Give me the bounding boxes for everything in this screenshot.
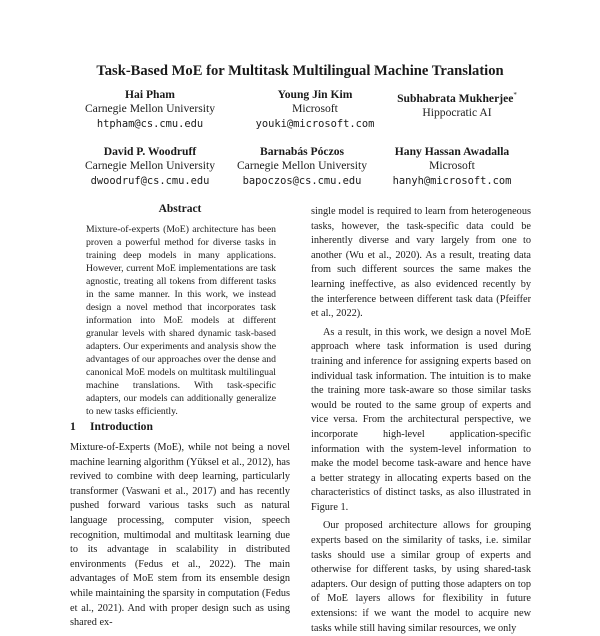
author-name: Subhabrata Mukherjee* [397,91,517,105]
author-affiliation: Carnegie Mellon University [236,159,368,173]
author-block [75,88,225,131]
author-affiliation: Carnegie Mellon University [84,159,216,173]
left-column-text [70,441,290,631]
paragraph: Our proposed architecture allows for grouping experts based on the similarity of tasks, i.e. similar tasks should use a similar group of experts and otherwise for different tasks, by using shared-task adapters. Our design of putting those adapters on top of MoE layers allows for flexibility in future extensions: if we want the model to acquire new tasks while still having similar resources, we only [311,520,531,634]
author-block [382,88,532,121]
author-name: Barnabás Póczos [259,145,345,158]
paragraph: As a result, in this work, we design a novel MoE approach where task information is used during training and inference for assigning experts based on individual task information. The intuition is to make the training more task-aware so those similar tasks would be routed to the same group of experts and vice versa. From the architectural perspective, we incorporate high-level application-specific information with the system-level information to make the model become task-aware and hence have a better strategy in allocating experts based on the characteristics of distinct tasks, as also illustrated in Figure 1. [311,326,531,513]
author-email: youki@microsoft.com [255,117,375,130]
author-name: Hany Hassan Awadalla [394,145,510,158]
section-title: Introduction [90,420,153,433]
author-block [227,145,377,188]
author-affiliation: Carnegie Mellon University [84,102,216,116]
author-footnote-mark: * [513,91,517,99]
author-email: hanyh@microsoft.com [392,174,512,187]
right-column-text [311,205,531,636]
author-block [75,145,225,188]
author-affiliation: Microsoft [292,102,338,116]
section-heading [70,420,153,433]
paragraph: Mixture-of-Experts (MoE), while not being a novel machine learning algorithm (Yüksel et al., 2012), has revived to combine with deep learning, particularly transformer (Vaswani et al., 2017) and has recently pushed forward various tasks such as natural language processing, computer vision, speech recognition, multimodal and multitask learning due to its advantage in scalability in distributed environments (Fedus et al., 2022). The main advantages of MoE stem from its ensemble design while maintaining the sparsity in computation (Fedus et al., 2021). And with proper design such as using shared ex- [70,442,290,629]
author-name: David P. Woodruff [103,145,197,158]
author-affiliation: Hippocratic AI [422,106,492,120]
author-email: bapoczos@cs.cmu.edu [242,174,362,187]
abstract-heading: Abstract [158,203,202,215]
paper-title: Task-Based MoE for Multitask Multilingual Machine Translation [96,63,504,79]
author-email: dwoodruf@cs.cmu.edu [90,174,210,187]
author-name: Hai Pham [125,88,175,101]
author-email: htpham@cs.cmu.edu [96,117,204,130]
paragraph: single model is required to learn from heterogeneous tasks, however, the task-specific data could be inherently diverse and vary largely from one to another (Wu et al., 2020). As a result, treating data from such different sources the same makes the learning ineffective, as also evidenced recently by the interference between different task data (Pfeiffer et al., 2022). [311,206,531,320]
author-block [372,145,532,188]
author-name: Young Jin Kim [277,88,353,101]
author-affiliation: Microsoft [429,159,475,173]
abstract-text: Mixture-of-experts (MoE) architecture has been proven a powerful method for diverse tasks in training deep models in many applications. However, current MoE implementations are task agnostic, treating all tokens from different tasks in the same manner. In this work, we instead design a novel method that incorporates task information into MoE models at different granular levels with shared dynamic task-based adapters. Our experiments and analysis show the advantages of our approaches over the dense and canonical MoE models on multitask multilingual machine translations. With task-specific adapters, our models can additionally generalize to new tasks efficiently. [86,224,276,417]
author-block [240,88,390,131]
section-number: 1 [70,420,76,433]
